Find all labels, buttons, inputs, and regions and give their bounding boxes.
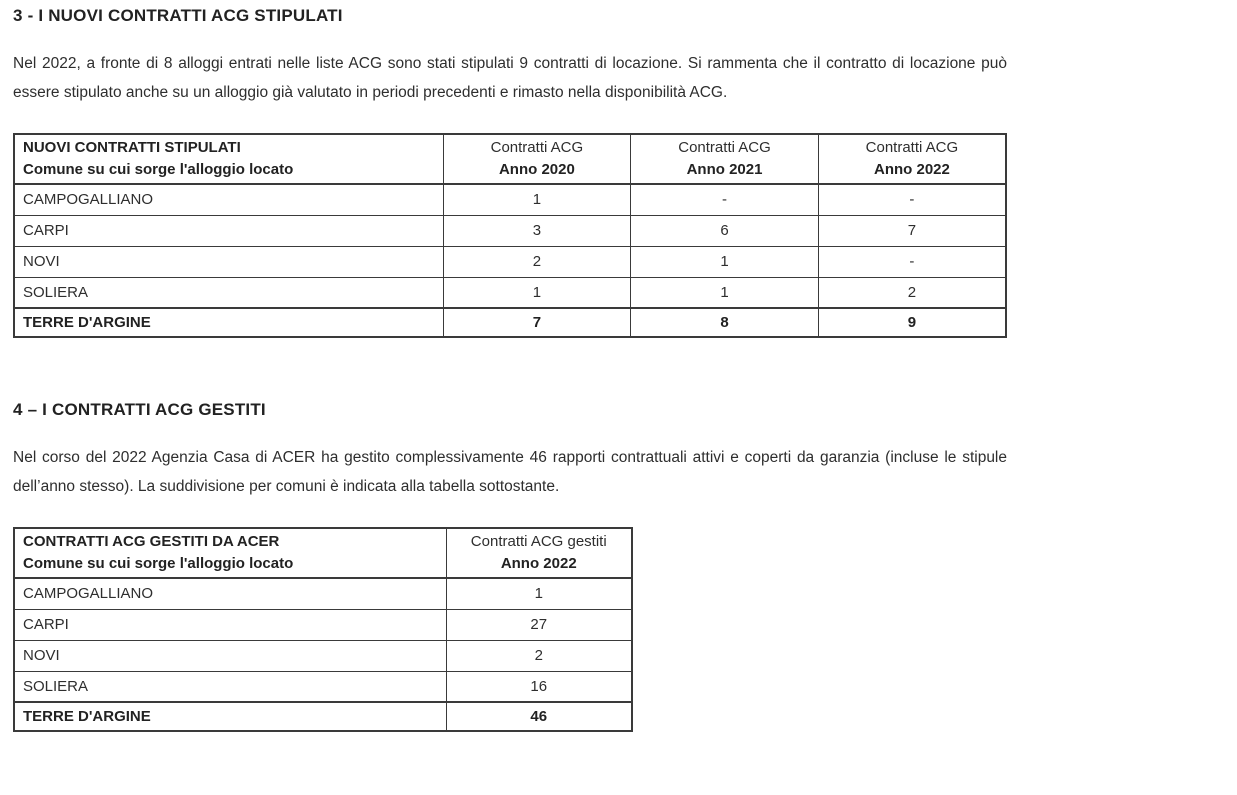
- table-row: [14, 640, 632, 671]
- value-cell-2021: 6: [631, 215, 819, 246]
- comune-cell: NOVI: [14, 246, 443, 277]
- column-header-year: Anno 2020: [498, 161, 575, 178]
- comune-subtitle: Comune su cui sorge l'alloggio locato: [23, 555, 294, 572]
- value-cell-2020: 1: [443, 184, 631, 215]
- value-cell: 2: [446, 640, 632, 671]
- section-4-heading: 4 – I CONTRATTI ACG GESTITI: [13, 400, 266, 419]
- column-header-label: Contratti ACG: [865, 139, 959, 156]
- value-cell-2022: 2: [818, 277, 1006, 308]
- table-row: [14, 578, 632, 609]
- comune-cell: CAMPOGALLIANO: [14, 184, 443, 215]
- value-cell-2021: 1: [631, 246, 819, 277]
- total-value-2020: 7: [443, 308, 631, 337]
- section-3-paragraph: Nel 2022, a fronte di 8 alloggi entrati nelle liste ACG sono stati stipulati 9 contratti di locazione. Si rammenta che il contratto di locazione può essere stipulato anche su un alloggio già valutato in periodi precedenti e rimasto nella disponibilità ACG.: [13, 55, 1007, 101]
- table-total-row: [14, 702, 632, 731]
- contratti-stipulati-table: [13, 133, 1007, 338]
- column-header-comune: [14, 134, 443, 184]
- comune-cell: CARPI: [14, 215, 443, 246]
- comune-cell: SOLIERA: [14, 671, 446, 702]
- section-4-paragraph: Nel corso del 2022 Agenzia Casa di ACER ha gestito complessivamente 46 rapporti contrattuali attivi e coperti da garanzia (incluse le stipule dell’anno stesso). La suddivisione per comuni è indicata alla tabella sottostante.: [13, 449, 1007, 495]
- table-header-row: [14, 528, 632, 578]
- table-row: [14, 671, 632, 702]
- value-cell-2022: -: [818, 184, 1006, 215]
- table-row: [14, 609, 632, 640]
- column-header-label: Contratti ACG gestiti: [470, 533, 607, 550]
- table-title: CONTRATTI ACG GESTITI DA ACER: [23, 533, 280, 550]
- table-row: [14, 246, 1006, 277]
- comune-subtitle: Comune su cui sorge l'alloggio locato: [23, 161, 294, 178]
- total-comune-cell: TERRE D'ARGINE: [14, 308, 443, 337]
- column-header-year: Anno 2021: [686, 161, 763, 178]
- table-title: NUOVI CONTRATTI STIPULATI: [23, 139, 241, 156]
- value-cell-2022: -: [818, 246, 1006, 277]
- table-total-row: [14, 308, 1006, 337]
- column-header-year: Anno 2022: [873, 161, 950, 178]
- table-row: [14, 184, 1006, 215]
- column-header-2020: [443, 134, 631, 184]
- column-header-year: Anno 2022: [500, 555, 577, 572]
- value-cell: 16: [446, 671, 632, 702]
- total-value-2022: 9: [818, 308, 1006, 337]
- column-header-label: Contratti ACG: [678, 139, 771, 156]
- comune-cell: NOVI: [14, 640, 446, 671]
- value-cell-2020: 2: [443, 246, 631, 277]
- section-3-heading: 3 - I NUOVI CONTRATTI ACG STIPULATI: [13, 6, 343, 25]
- comune-cell: SOLIERA: [14, 277, 443, 308]
- column-header-comune: [14, 528, 446, 578]
- value-cell-2020: 1: [443, 277, 631, 308]
- column-header-2021: [631, 134, 819, 184]
- value-cell-2021: -: [631, 184, 819, 215]
- table-row: [14, 215, 1006, 246]
- contratti-gestiti-table: [13, 527, 633, 732]
- table-row: [14, 277, 1006, 308]
- value-cell-2022: 7: [818, 215, 1006, 246]
- comune-cell: CARPI: [14, 609, 446, 640]
- total-value-2021: 8: [631, 308, 819, 337]
- table-header-row: [14, 134, 1006, 184]
- column-header-gestiti-2022: [446, 528, 632, 578]
- value-cell: 1: [446, 578, 632, 609]
- column-header-label: Contratti ACG: [490, 139, 584, 156]
- value-cell-2021: 1: [631, 277, 819, 308]
- value-cell: 27: [446, 609, 632, 640]
- column-header-2022: [818, 134, 1006, 184]
- total-value-cell: 46: [446, 702, 632, 731]
- comune-cell: CAMPOGALLIANO: [14, 578, 446, 609]
- total-comune-cell: TERRE D'ARGINE: [14, 702, 446, 731]
- value-cell-2020: 3: [443, 215, 631, 246]
